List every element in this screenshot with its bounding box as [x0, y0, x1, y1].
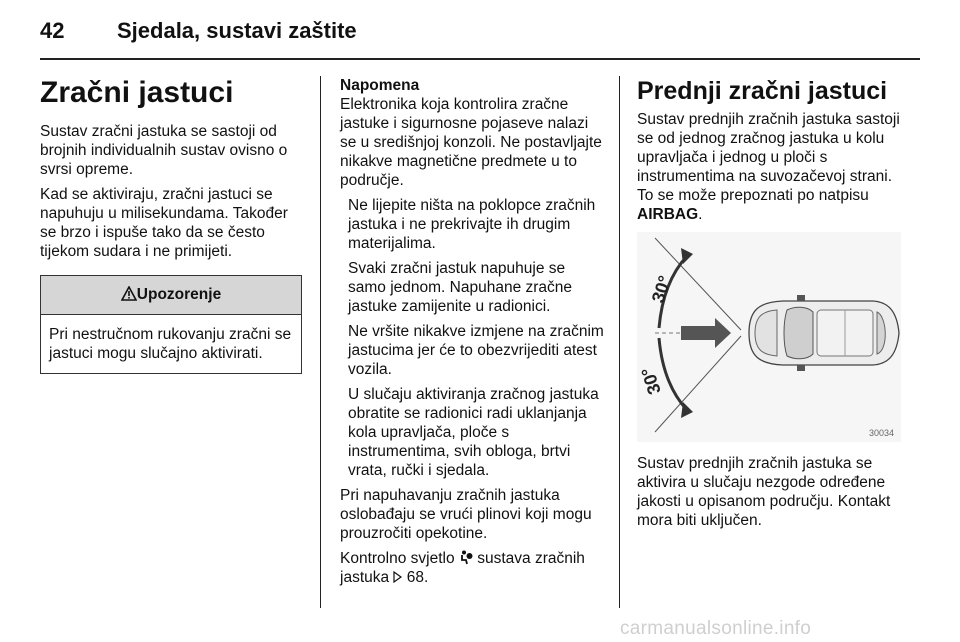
- column-1: [40, 76, 302, 374]
- angle-label-top: 30°: [647, 273, 676, 306]
- paragraph: Sustav prednjih zračnih jastuka se aktivira u slučaju nezgode određene jakosti u opisanom području. Kontakt mora biti uključen.: [637, 455, 891, 529]
- arc-arrowhead-top: [681, 248, 693, 264]
- warning-text: Pri nestručnom rukovanju zračni se jastuci mogu slučajno aktivirati.: [49, 326, 292, 362]
- note-title: Napomena: [340, 77, 420, 94]
- paragraph: Kad se aktiviraju, zračni jastuci se napuhuju u milisekundama. Također se brzo i ispuše tako da se često tijekom sudara i ne primijeti.: [40, 186, 288, 260]
- warning-title: Upozorenje: [136, 286, 222, 303]
- warning-header: [41, 276, 301, 315]
- paragraph: Sustav zračni jastuka se sastoji od brojnih individualnih sustav ovisno o svrsi opreme.: [40, 123, 288, 178]
- car-top-view: [749, 295, 899, 371]
- chapter-title: Sjedala, sustavi zaštite: [117, 18, 357, 43]
- column-divider-2: [619, 76, 620, 608]
- column-3: [637, 76, 901, 536]
- note-paragraph: Ne vršite nikakve izmjene na zračnim jastucima jer će to obezvrijediti atest vozila.: [348, 323, 604, 378]
- warning-triangle-icon: [121, 286, 137, 301]
- arc-arrowhead-bottom: [681, 402, 693, 418]
- text-fragment: sustava zračnih: [477, 550, 585, 567]
- page-number: 42: [40, 18, 65, 43]
- page-reference-arrow-icon: [393, 571, 402, 583]
- note-paragraph: U slučaju aktiviranja zračnog jastuka obratite se radionici radi uklanjanja kola upravljača, ploče s instrumentima, svih obloga, brtvi vrata, ručki i sjedala.: [348, 386, 599, 479]
- warning-box: [40, 275, 302, 374]
- impact-arrow: [681, 318, 731, 348]
- note-paragraph: Svaki zračni jastuk napuhuje se samo jednom. Napuhane zračne jastuke zamijenite u radionici.: [348, 260, 573, 315]
- column-divider-1: [320, 76, 321, 608]
- header-divider: [40, 58, 920, 60]
- airbag-diagram: [637, 232, 901, 442]
- figure-code: 30034: [869, 428, 895, 438]
- airbag-deployment-figure: [637, 232, 901, 442]
- note-paragraph: Ne lijepite ništa na poklopce zračnih jastuka i ne prekrivajte ih drugim materijalima.: [348, 197, 596, 252]
- text-fragment: Sustav prednjih zračnih jastuka sastoji se od jednog zračnog jastuka u kolu upravljača i jednog u ploči s instrumentima na suvozačevoj strani. To se može prepoznati po natpisu: [637, 111, 900, 204]
- note-paragraph: Elektronika koja kontrolira zračne jastuke i sigurnosne pojaseve nalazi se u središnjoj konzoli. Ne postavljajte nikakve magnetične predmete u to područje.: [340, 96, 602, 189]
- page-header: [40, 14, 920, 54]
- angle-label-bottom: 30°: [637, 364, 665, 397]
- sector-line-bottom: [655, 336, 741, 432]
- section-title-front-airbags: Prednji zračni jastuci: [637, 77, 888, 105]
- arc-arrow-bottom: [659, 338, 687, 410]
- page-reference: 68.: [406, 569, 429, 586]
- column-2: [340, 76, 604, 593]
- airbag-warning-light-icon: [459, 550, 473, 565]
- paragraph: Pri napuhavanju zračnih jastuka oslobađaju se vrući plinovi koji mogu prouzročiti opekotine.: [340, 487, 592, 542]
- paragraph-warning-light: [340, 549, 604, 587]
- section-title-airbags: Zračni jastuci: [40, 76, 234, 109]
- text-fragment: .: [698, 206, 703, 223]
- watermark: carmanualsonline.info: [620, 618, 812, 639]
- text-fragment: Kontrolno svjetlo: [340, 550, 455, 567]
- paragraph: [637, 110, 901, 224]
- text-fragment: jastuka: [340, 569, 390, 586]
- airbag-label: AIRBAG: [637, 206, 699, 223]
